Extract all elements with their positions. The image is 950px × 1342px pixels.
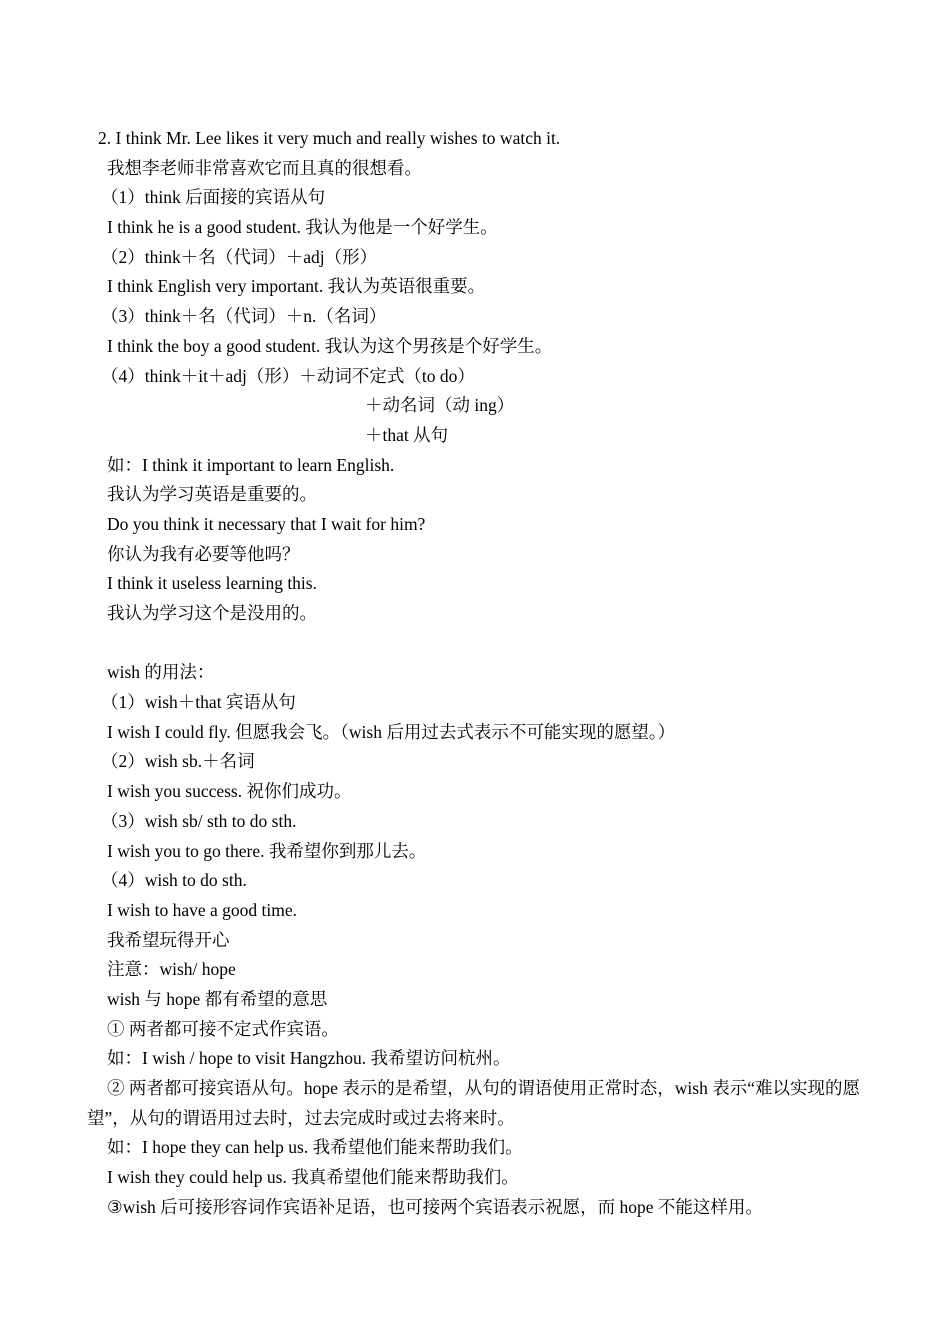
wish-usage-2: （2）wish sb.＋名词	[101, 751, 255, 772]
example-line: 如：I think it important to learn English.	[107, 454, 395, 475]
section-heading-wish: wish 的用法：	[107, 662, 215, 683]
example-line: 如：I wish / hope to visit Hangzhou. 我希望访问杭州。	[107, 1048, 511, 1069]
example-line: I wish you to go there. 我希望你到那儿去。	[107, 840, 427, 861]
example-line: Do you think it necessary that I wait for him?	[107, 513, 426, 534]
example-line: I wish they could help us. 我真希望他们能来帮助我们。	[107, 1167, 519, 1188]
example-line: I think English very important. 我认为英语很重要。	[107, 276, 486, 297]
translation-line: 我认为学习这个是没用的。	[107, 603, 317, 623]
usage-point-1: （1）think 后面接的宾语从句	[101, 187, 326, 208]
example-line: I wish to have a good time.	[107, 899, 298, 920]
wish-usage-4: （4）wish to do sth.	[101, 870, 247, 891]
wish-usage-3: （3）wish sb/ sth to do sth.	[101, 810, 297, 831]
example-sentence-heading: 2. I think Mr. Lee likes it very much and really wishes to watch it.	[98, 128, 561, 148]
usage-point-2: （2）think＋名（代词）＋adj（形）	[101, 246, 378, 267]
translation-line: 我想李老师非常喜欢它而且真的很想看。	[107, 157, 422, 178]
blank-line	[87, 629, 877, 659]
wish-usage-1: （1）wish＋that 宾语从句	[101, 692, 296, 713]
note-heading: 注意：wish/ hope	[107, 959, 236, 980]
note-point-2: ② 两者都可接宾语从句。hope 表示的是希望，从句的谓语使用正常时态，wish 表示“难以实现的愿望”，从句的谓语用过去时，过去完成时或过去将来时。	[87, 1078, 860, 1128]
note-point-1: ① 两者都可接不定式作宾语。	[107, 1018, 339, 1039]
usage-point-3: （3）think＋名（代词）＋n.（名词）	[101, 306, 387, 327]
example-line: I wish I could fly. 但愿我会飞。（wish 后用过去式表示不可能实现的愿望。）	[107, 721, 676, 742]
example-line: I think he is a good student. 我认为他是一个好学生。	[107, 217, 498, 238]
note-line: wish 与 hope 都有希望的意思	[107, 988, 328, 1009]
translation-line: 你认为我有必要等他吗？	[107, 543, 300, 564]
note-point-3: ③wish 后可接形容词作宾语补足语，也可接两个宾语表示祝愿，而 hope 不能这样用。	[107, 1196, 763, 1217]
example-line: I think it useless learning this.	[107, 573, 317, 594]
translation-line: 我希望玩得开心	[107, 929, 230, 950]
usage-point-4-option-that-clause: ＋that 从句	[365, 424, 449, 445]
example-line: I think the boy a good student. 我认为这个男孩是个好学生。	[107, 335, 553, 356]
example-line: 如：I hope they can help us. 我希望他们能来帮助我们。	[107, 1137, 523, 1158]
example-line: I wish you success. 祝你们成功。	[107, 781, 352, 802]
translation-line: 我认为学习英语是重要的。	[107, 484, 317, 505]
usage-point-4: （4）think＋it＋adj（形）＋动词不定式（to do）	[101, 365, 475, 386]
document-body	[87, 124, 877, 1222]
usage-point-4-option-gerund: ＋动名词（动 ing）	[365, 395, 515, 416]
